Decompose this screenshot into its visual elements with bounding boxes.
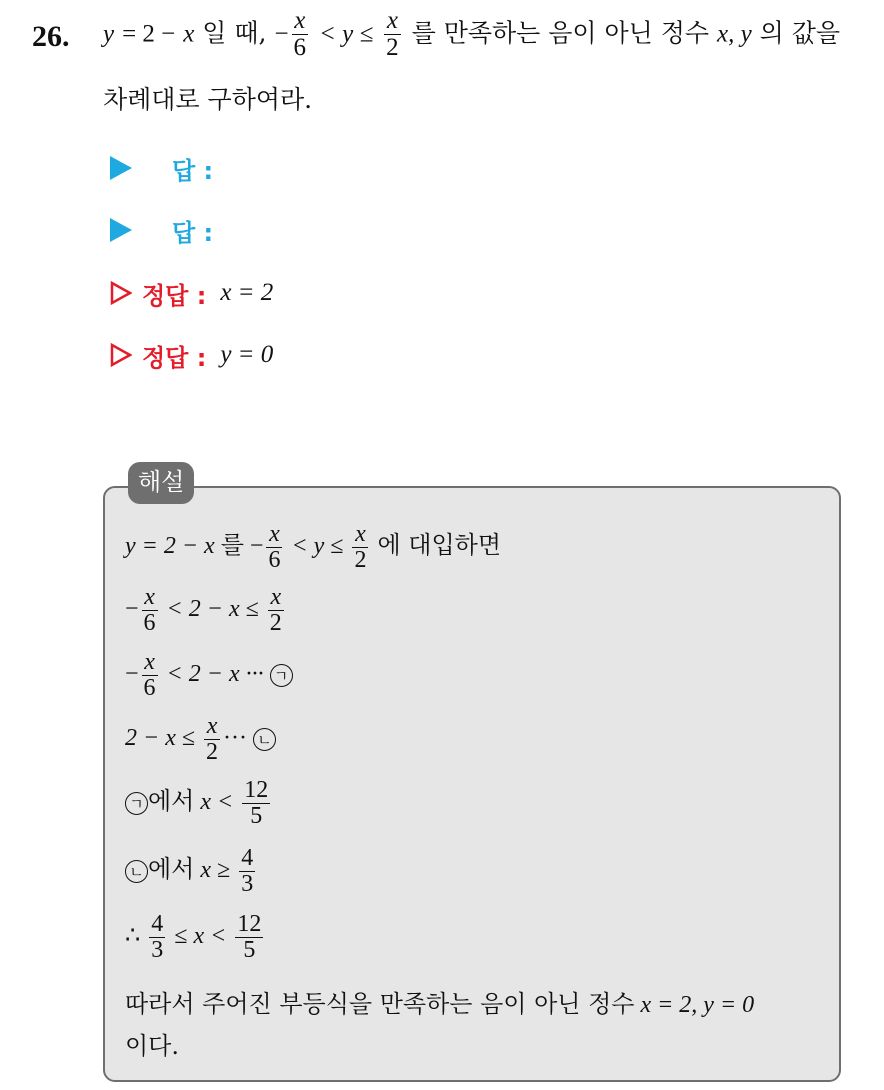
- answer-label: 답 :: [172, 218, 214, 247]
- math-eq: = 2 −: [122, 20, 176, 48]
- answer-row-1: [110, 148, 213, 188]
- answer-row-2: [110, 210, 213, 250]
- circled-giyeok-icon: ㄱ: [270, 664, 293, 687]
- solution-line-8: 따라서 주어진 부등식을 만족하는 음이 아닌 정수 x = 2, y = 0: [125, 990, 755, 1018]
- circled-nieun-icon: ㄴ: [125, 860, 148, 883]
- solution-line-4: 2 − x ≤ $\frac{x}{2}$ ··· ㄴ: [125, 714, 276, 765]
- correct-value: x = 2: [220, 279, 274, 306]
- circled-nieun-icon: ㄴ: [253, 728, 276, 751]
- question-tail-2: 의 값을: [759, 18, 841, 48]
- math-ineq: < y ≤: [319, 20, 374, 48]
- circled-giyeok-icon: ㄱ: [125, 792, 148, 815]
- question-number: 26.: [32, 20, 70, 53]
- question-line-1: [103, 8, 840, 62]
- math-vars: x, y: [717, 20, 752, 48]
- solution-line-9: 이다.: [125, 1032, 179, 1060]
- math-x: x: [183, 20, 195, 48]
- fraction-x-over-6: $\frac{x}{6}$: [293, 7, 307, 62]
- solution-line-7: ∴ $\frac{4}{3}$ ≤ x < $\frac{12}{5}$: [125, 911, 262, 964]
- correct-label: 정답 :: [142, 281, 207, 310]
- outline-triangle-icon: [110, 281, 132, 305]
- question-tail: 를 만족하는 음이 아닌 정수: [411, 18, 710, 48]
- play-triangle-icon: [110, 156, 132, 180]
- correct-answer-row-2: [110, 335, 273, 375]
- correct-value: y = 0: [220, 341, 274, 368]
- play-triangle-icon: [110, 218, 132, 242]
- fraction-x-over-6: $\frac{x}{6}$: [268, 521, 281, 574]
- answer-label: 답 :: [172, 156, 214, 185]
- question-line-2: 차례대로 구하여라.: [103, 85, 313, 114]
- math-minus: −: [274, 20, 289, 48]
- solution-line-5: ㄱ 에서 x < $\frac{12}{5}$: [125, 778, 273, 829]
- fraction-x-over-2: $\frac{x}{2}$: [354, 521, 367, 574]
- fraction-x-over-2: $\frac{x}{2}$: [386, 7, 399, 62]
- correct-answer-row-1: [110, 273, 273, 313]
- solution-line-1: y = 2 − x 를 − $\frac{x}{6}$ < y ≤ $\frac{x}{2}$ 에 대입하면: [125, 521, 502, 574]
- math-y: y: [103, 20, 115, 48]
- solution-line-6: ㄴ 에서 x ≥ $\frac{4}{3}$: [125, 846, 258, 897]
- correct-label: 정답 :: [142, 343, 207, 372]
- solution-line-2: − $\frac{x}{6}$ < 2 − x ≤ $\frac{x}{2}$: [125, 584, 282, 637]
- solution-tag: 해설: [128, 462, 194, 504]
- outline-triangle-icon: [110, 343, 132, 367]
- solution-line-3: − $\frac{x}{6}$ < 2 − x ··· ㄱ: [125, 650, 293, 701]
- word-when: 일 때,: [202, 18, 267, 48]
